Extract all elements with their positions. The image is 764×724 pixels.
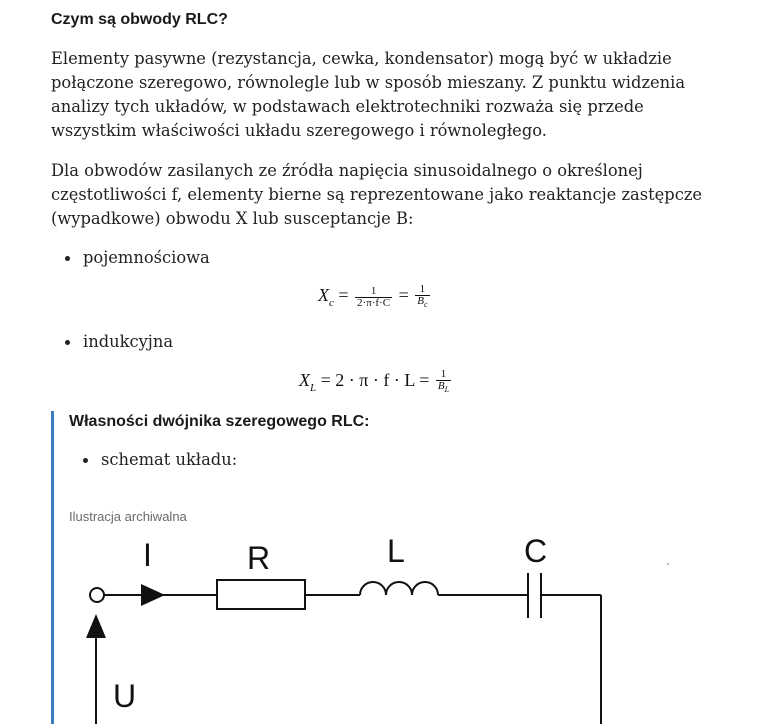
stray-dot [667,563,669,565]
terminal-node [90,588,104,602]
paragraph-reactance: Dla obwodów zasilanych ze źródła napięcia sinusoidalnego o określonej częstotliwości f, elementy bierne są reprezentowane jako reaktancje zastępcze (wypadkowe) obwodu X lub susceptancje B: [51,161,703,228]
fraction-denominator: $B_c$ [417,295,428,310]
formula-xc-subscript: c [329,296,334,309]
voltage-arrow [86,614,106,638]
current-arrow [141,584,165,606]
fraction-numerator: 1 [355,286,392,298]
formula-xl-symbol: X [299,370,310,391]
formula-xc-symbol: X [318,285,329,306]
label-voltage: U [113,678,137,714]
label-resistor: R [247,540,271,576]
fraction-xl [436,369,451,395]
rlc-series-circuit-diagram [69,530,629,724]
series-section-title: Własności dwójnika szeregowego RLC: [69,413,370,430]
formula-xl-subscript: L [310,381,317,394]
fraction-denominator: 2·π·f·C [357,296,391,309]
resistor-symbol [217,580,305,609]
inductor-symbol [360,582,438,595]
section-heading: Czym są obwody RLC? [51,11,228,28]
paragraph-intro: Elementy pasywne (rezystancja, cewka, kondensator) mogą być w układzie połączone szeregowo, równolegle lub w sposób mieszany. Z punktu widzenia analizy tych układów, w podstawach elektrotechniki rozważa się przede wszystkim właściwości układu szeregowego i równoległego. [51,49,686,140]
blockquote-accent-bar [51,411,54,724]
formula-capacitive: $X_c$ = $\frac{1}{2\cdot\pi\cdot f\cdot C}$ = $\frac{1}{B_c}$ [318,283,428,310]
label-current: I [143,537,152,573]
fraction-xc-2 [415,284,429,310]
label-inductor: L [387,533,405,569]
fraction-numerator: 1 [415,284,429,296]
label-capacitor: C [524,533,548,569]
formula-inductive: $X_L = 2 \cdot \pi \cdot f \cdot L$ = $\frac{1}{B_L}$ [299,368,450,395]
list-item-schematic: schemat układu: [101,450,238,469]
fraction-xc-1 [355,286,392,309]
list-item-inductive: indukcyjna [83,332,174,351]
fraction-denominator: $B_L$ [437,380,450,395]
list-item-capacitive: pojemnościowa [83,248,210,267]
figure-caption: Ilustracja archiwalna [69,509,187,524]
fraction-numerator: 1 [436,369,451,381]
formula-xl-expression: 2 · π · f · L [335,370,415,391]
